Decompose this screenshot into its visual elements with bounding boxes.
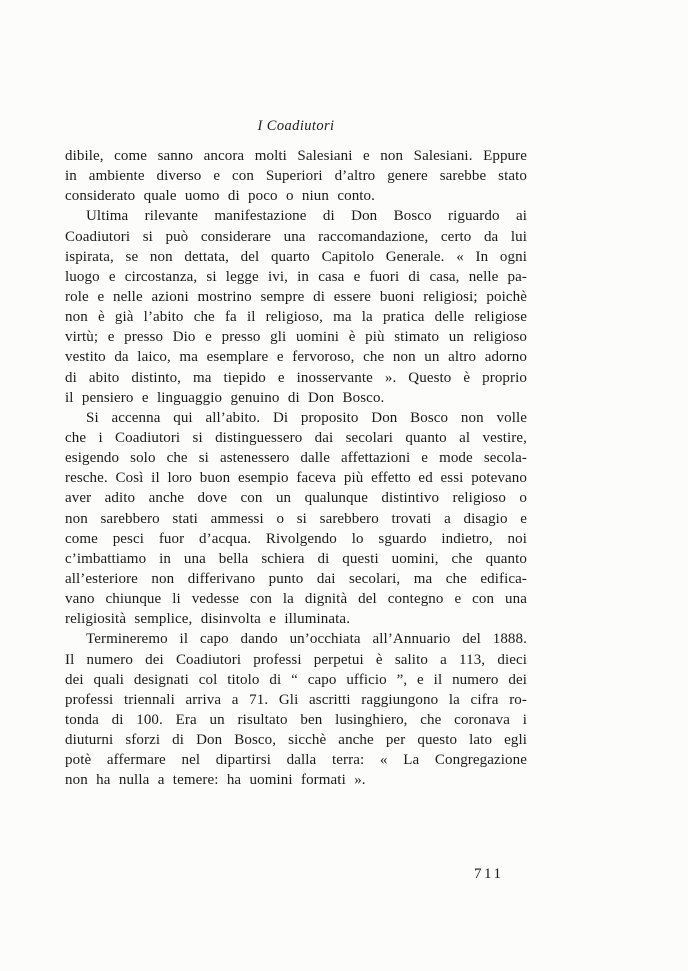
text-line: ispirata, se non dettata, del quarto Capitolo Generale. « In ogni (65, 248, 527, 265)
text-line: non sarebbero stati ammessi o si sarebbero trovati a disagio e (65, 510, 527, 527)
text-line: considerato quale uomo di poco o niun conto. (65, 188, 376, 205)
text-line: che i Coadiutori si distinguessero dai secolari quanto al vestire, (65, 429, 527, 446)
text-line: Si accenna qui all’abito. Di proposito Don Bosco non volle (86, 409, 527, 426)
text-line: il pensiero e linguaggio genuino di Don Bosco. (65, 389, 385, 406)
text-line: dei quali designati col titolo di “ capo ufficio ”, e il numero dei (65, 671, 527, 688)
running-header: I Coadiutori (257, 118, 335, 134)
text-line: diuturni sforzi di Don Bosco, sicchè anche per questo lato egli (65, 732, 527, 749)
text-line: potè affermare nel dipartirsi dalla terra: « La Congregazione (65, 752, 527, 769)
text-line: in ambiente diverso e con Superiori d’altro genere sarebbe stato (65, 168, 527, 185)
text-line: all’esteriore non differivano punto dai secolari, ma che edifica- (65, 570, 527, 587)
text-line: resche. Così il loro buon esempio faceva più effetto ed essi potevano (65, 470, 527, 487)
page-body (65, 146, 527, 791)
text-line: vestito da laico, ma esemplare e fervoroso, che non un altro adorno (65, 349, 527, 366)
text-line: c’imbattiamo in una bella schiera di questi uomini, che quanto (65, 550, 527, 567)
text-line: religiosità semplice, disinvolta e illuminata. (65, 611, 351, 628)
text-line: Il numero dei Coadiutori professi perpetui è salito a 113, dieci (65, 651, 527, 668)
paragraph (65, 146, 527, 206)
text-line: aver adito anche dove con un qualunque distintivo religioso o (65, 490, 527, 507)
text-line: dibile, come sanno ancora molti Salesiani e non Salesiani. Eppure (65, 148, 527, 164)
text-line: come pesci fuor d’acqua. Rivolgendo lo sguardo indietro, noi (65, 530, 527, 547)
text-line: di abito distinto, ma tiepido e inosservante ». Questo è proprio (65, 369, 527, 386)
text-line: non ha nulla a temere: ha uomini formati ». (65, 772, 366, 789)
paragraph (65, 206, 527, 407)
text-line: virtù; e presso Dio e presso gli uomini è più stimato un religioso (65, 329, 527, 346)
page-number: 711 (474, 866, 504, 882)
text-line: Termineremo il capo dando un’occhiata all’Annuario del 1888. (86, 631, 527, 648)
text-line: tonda di 100. Era un risultato ben lusinghiero, che coronava i (65, 711, 527, 728)
text-line: luogo e circostanza, si legge ivi, in casa e fuori di casa, nelle pa- (65, 268, 527, 285)
text-line: role e nelle azioni mostrino sempre di essere buoni religiosi; poichè (65, 288, 527, 305)
text-line: professi triennali arriva a 71. Gli ascritti raggiungono la cifra ro- (65, 691, 527, 708)
text-line: Ultima rilevante manifestazione di Don Bosco riguardo ai (86, 208, 527, 225)
paragraph (65, 408, 527, 630)
text-line: Coadiutori si può considerare una raccomandazione, certo da lui (65, 228, 527, 245)
text-line: esigendo solo che si astenessero dalle affettazioni e mode secola- (65, 450, 527, 467)
paragraph (65, 629, 527, 790)
text-line: non è già l’abito che fa il religioso, ma la pratica delle religiose (65, 309, 527, 326)
text-line: vano chiunque li vedesse con la dignità del contegno e con una (65, 591, 527, 608)
